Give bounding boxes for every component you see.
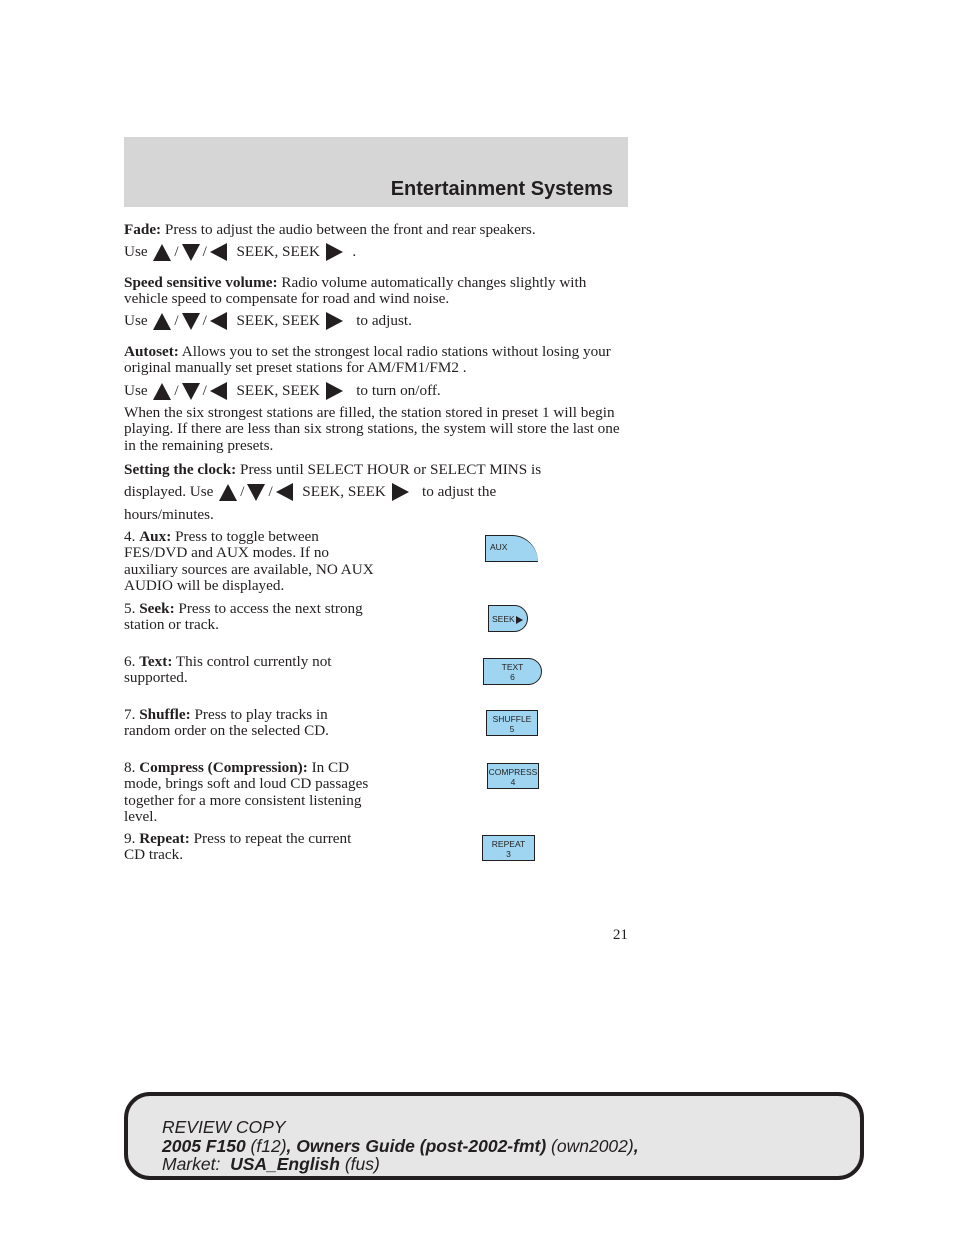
- list-item-repeat: [124, 831, 374, 864]
- item-number: 8.: [124, 759, 136, 776]
- repeat-button-label: REPEAT: [491, 839, 526, 849]
- left-arrow-icon: [276, 483, 293, 501]
- speed-volume-use-line: [124, 312, 412, 330]
- up-arrow-icon: [153, 244, 171, 261]
- guide-line: [162, 1137, 852, 1156]
- use-prefix: Use: [124, 243, 148, 260]
- speed-volume-paragraph: [124, 275, 624, 308]
- list-item-compress: [124, 760, 374, 826]
- clock-text: Press until SELECT HOUR or SELECT MINS is: [236, 461, 542, 478]
- down-arrow-icon: [182, 244, 200, 261]
- left-arrow-icon: [210, 312, 227, 330]
- item-text: Press to toggle between FES/DVD and AUX modes. If no auxiliary sources are available, NO AUX AUDIO will be displayed.: [124, 528, 374, 595]
- use-suffix: to turn on/off.: [356, 382, 441, 399]
- market-label: Market:: [162, 1154, 231, 1174]
- section-title: Entertainment Systems: [390, 178, 613, 200]
- item-text: Press to play tracks in random order on the selected CD.: [124, 706, 329, 740]
- down-arrow-icon: [247, 484, 265, 501]
- use-suffix: to adjust.: [356, 312, 412, 329]
- list-item-shuffle: [124, 707, 374, 740]
- review-copy-line: [162, 1118, 852, 1137]
- compress-button-number: 4: [510, 777, 516, 787]
- item-label: Text:: [139, 653, 173, 670]
- compress-button-illustration: [487, 763, 539, 789]
- shuffle-button-label: SHUFFLE: [492, 714, 532, 724]
- item-text: Press to repeat the current CD track.: [124, 830, 352, 864]
- fade-paragraph: [124, 222, 624, 238]
- guide-comma: ,: [633, 1135, 639, 1156]
- separator: /: [268, 483, 273, 500]
- item-number: 4.: [124, 528, 136, 545]
- separator: /: [202, 243, 207, 260]
- list-item-aux: [124, 529, 374, 595]
- item-number: 5.: [124, 600, 136, 617]
- use-suffix: to adjust the: [422, 483, 497, 500]
- seek-button-illustration: [488, 605, 528, 632]
- text-button-label: TEXT: [501, 662, 524, 672]
- speed-volume-text: Radio volume automatically changes slightly with vehicle speed to compensate for road and wind noise.: [124, 274, 587, 308]
- item-label: Compress (Compression):: [139, 759, 308, 776]
- repeat-button-illustration: [482, 835, 535, 861]
- speed-volume-label: Speed sensitive volume:: [124, 274, 278, 291]
- item-number: 7.: [124, 706, 136, 723]
- list-item-text: [124, 654, 374, 687]
- clock-label: Setting the clock:: [124, 461, 237, 478]
- seek-text: SEEK, SEEK: [236, 243, 321, 260]
- item-label: Seek:: [139, 600, 175, 617]
- item-text: In CD mode, brings soft and loud CD passages together for a more consistent listening level.: [124, 759, 369, 826]
- text-button-number: 6: [510, 672, 515, 682]
- separator: /: [174, 312, 179, 329]
- separator: /: [202, 312, 207, 329]
- down-arrow-icon: [182, 383, 200, 400]
- model-code: (f12): [245, 1135, 287, 1156]
- aux-button-label: AUX: [490, 542, 508, 552]
- item-label: Aux:: [139, 528, 172, 545]
- separator: /: [202, 382, 207, 399]
- fade-label: Fade:: [124, 221, 162, 238]
- autoset-paragraph: [124, 344, 624, 377]
- right-arrow-icon: [326, 382, 343, 400]
- up-arrow-icon: [219, 484, 237, 501]
- model-name: 2005 F150: [162, 1135, 246, 1156]
- item-text: Press to access the next strong station or track.: [124, 600, 363, 634]
- page-number: 21: [612, 926, 628, 943]
- fade-text: Press to adjust the audio between the front and rear speakers.: [161, 221, 536, 238]
- separator: /: [174, 243, 179, 260]
- repeat-button-number: 3: [506, 849, 511, 859]
- right-arrow-icon: [326, 243, 343, 261]
- autoset-note: When the six strongest stations are filled, the station stored in preset 1 will begin playing. If there are less than six strong stations, the system will store the last one in the remaining presets.: [124, 404, 620, 454]
- autoset-use-line: [124, 382, 441, 400]
- seek-text: SEEK, SEEK: [236, 382, 321, 399]
- seek-text: SEEK, SEEK: [236, 312, 321, 329]
- use-prefix: Use: [124, 312, 148, 329]
- fade-use-line: [124, 243, 356, 261]
- separator: /: [174, 382, 179, 399]
- item-label: Shuffle:: [139, 706, 191, 723]
- shuffle-button-illustration: [486, 710, 538, 736]
- item-label: Repeat:: [139, 830, 190, 847]
- section-header-band: [124, 137, 628, 207]
- use-prefix: displayed. Use: [124, 483, 214, 500]
- seek-arrow-icon: [516, 616, 523, 624]
- compress-button-label: COMPRESS: [488, 767, 538, 777]
- review-label: REVIEW COPY: [162, 1117, 286, 1137]
- market-line: [162, 1155, 852, 1174]
- list-item-seek: [124, 601, 374, 634]
- item-number: 6.: [124, 653, 136, 670]
- use-prefix: Use: [124, 382, 148, 399]
- text-button-illustration: [483, 658, 542, 685]
- seek-text: SEEK, SEEK: [302, 483, 386, 500]
- review-copy-text: [162, 1118, 852, 1174]
- up-arrow-icon: [153, 383, 171, 400]
- autoset-label: Autoset:: [124, 343, 179, 360]
- aux-button-illustration: [485, 535, 538, 562]
- clock-tail: hours/minutes.: [124, 506, 214, 523]
- left-arrow-icon: [210, 382, 227, 400]
- right-arrow-icon: [326, 312, 343, 330]
- clock-use-line: [124, 483, 496, 501]
- item-text: This control currently not supported.: [124, 653, 332, 687]
- market-name: USA_English: [230, 1154, 340, 1174]
- down-arrow-icon: [182, 313, 200, 330]
- guide-name: , Owners Guide (post-2002-fmt): [286, 1135, 547, 1156]
- seek-button-label: SEEK: [492, 614, 515, 624]
- up-arrow-icon: [153, 313, 171, 330]
- use-suffix: .: [352, 243, 357, 260]
- right-arrow-icon: [392, 483, 409, 501]
- item-number: 9.: [124, 830, 136, 847]
- market-code: (fus): [339, 1154, 380, 1174]
- separator: /: [240, 483, 245, 500]
- guide-code: (own2002): [546, 1135, 634, 1156]
- clock-paragraph: [124, 462, 624, 478]
- left-arrow-icon: [210, 243, 227, 261]
- shuffle-button-number: 5: [509, 724, 515, 734]
- autoset-text: Allows you to set the strongest local radio stations without losing your original manually set preset stations for AM/FM1/FM2 .: [124, 343, 611, 377]
